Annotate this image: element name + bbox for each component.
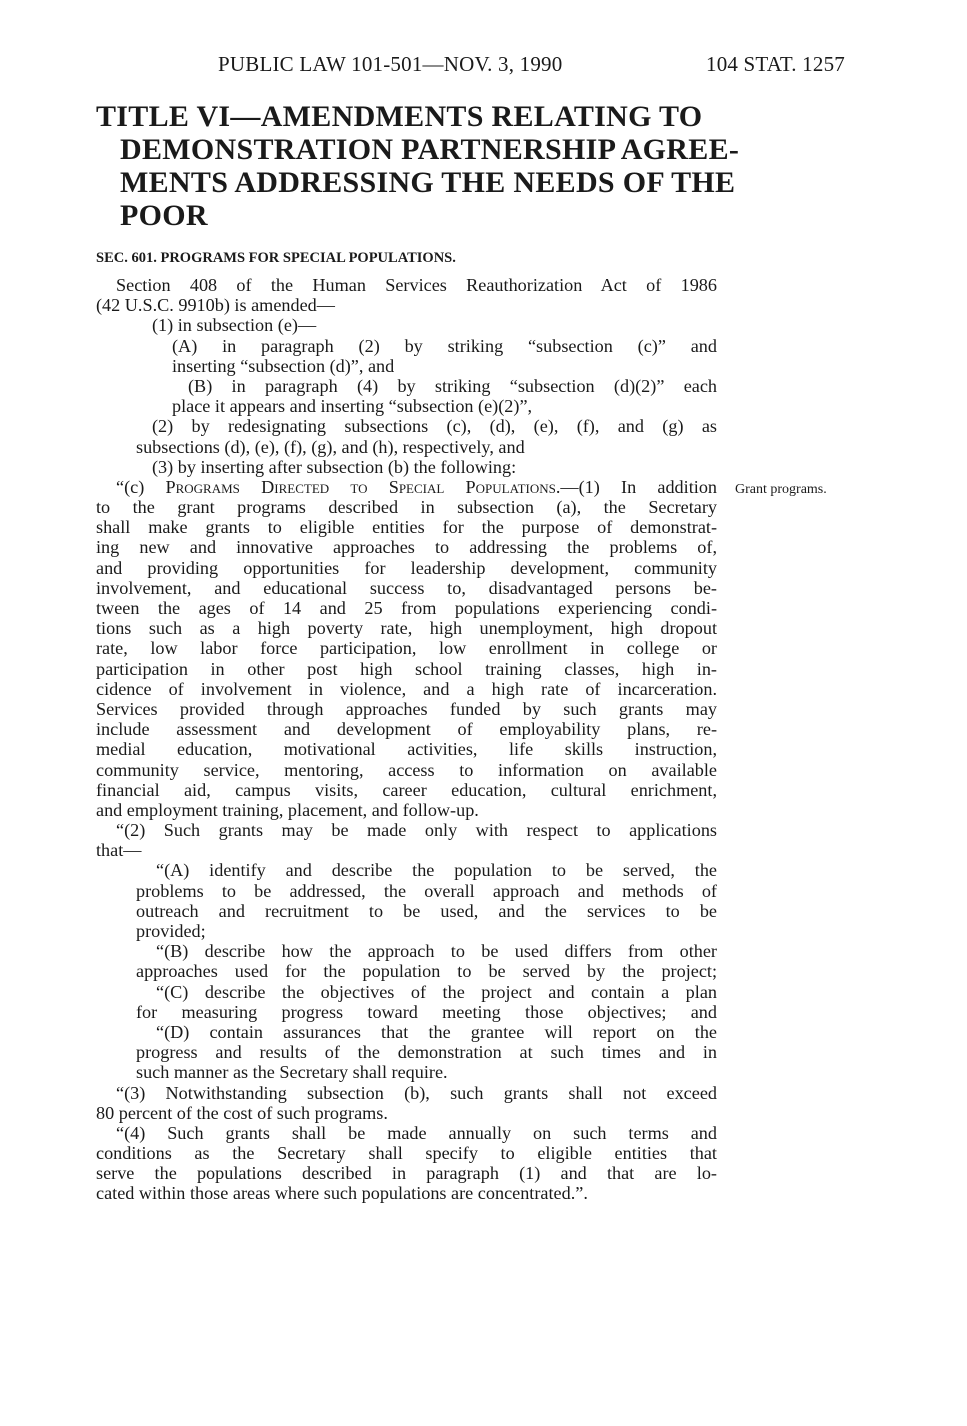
text-line: (B) in paragraph (4) by striking “subsection (d)(2)” each bbox=[188, 375, 717, 396]
text-line: outreach and recruitment to be used, and the services to be bbox=[136, 900, 717, 921]
margin-note: Grant programs. bbox=[735, 482, 827, 497]
text-line: approaches used for the population to be served by the project; bbox=[136, 961, 717, 982]
title-line: TITLE VI—AMENDMENTS RELATING TO bbox=[96, 100, 703, 133]
text-line: “(4) Such grants shall be made annually on such terms and bbox=[116, 1122, 717, 1143]
text-line bbox=[96, 477, 717, 497]
title-heading bbox=[96, 100, 740, 232]
public-law-header: PUBLIC LAW 101-501—NOV. 3, 1990 bbox=[218, 52, 563, 76]
text-line: tween the ages of 14 and 25 from populations experiencing condi- bbox=[96, 598, 717, 618]
text-line: such manner as the Secretary shall require. bbox=[136, 1062, 448, 1083]
text-line: provided; bbox=[136, 921, 206, 941]
text-line: serve the populations described in paragraph (1) and that are lo- bbox=[96, 1163, 717, 1184]
text-line: inserting “subsection (d)”, and bbox=[172, 355, 395, 376]
text-line: include assessment and development of employability plans, re- bbox=[96, 719, 717, 740]
text-line: (A) in paragraph (2) by striking “subsection (c)” and bbox=[172, 335, 717, 356]
text-line: “(B) describe how the approach to be used differs from other bbox=[156, 941, 717, 962]
text-line: financial aid, campus visits, career education, cultural enrichment, bbox=[96, 779, 717, 800]
text-line: progress and results of the demonstration at such times and in bbox=[136, 1042, 717, 1063]
text-line: community service, mentoring, access to information on available bbox=[96, 759, 717, 780]
text-line: for measuring progress toward meeting those objectives; and bbox=[136, 1001, 717, 1022]
text-line: tions such as a high poverty rate, high unemployment, high dropout bbox=[96, 618, 717, 639]
text-line: “(3) Notwithstanding subsection (b), such grants shall not exceed bbox=[116, 1082, 717, 1103]
text-line: (2) by redesignating subsections (c), (d), (e), (f), and (g) as bbox=[152, 416, 717, 437]
title-line: DEMONSTRATION PARTNERSHIP AGREE- bbox=[120, 133, 740, 166]
text-line: involvement, and educational success to, disadvantaged persons be- bbox=[96, 577, 717, 598]
text-line: and providing opportunities for leadership development, community bbox=[96, 557, 717, 578]
title-line: MENTS ADDRESSING THE NEEDS OF THE bbox=[120, 166, 736, 199]
text-line: cidence of involvement in violence, and a high rate of incarceration. bbox=[96, 678, 717, 699]
subsection-heading: Programs Directed to Special Populations. bbox=[165, 476, 561, 497]
text-line: “(A) identify and describe the population to be served, the bbox=[156, 860, 717, 881]
text-line: rate, low labor force participation, low enrollment in college or bbox=[96, 638, 717, 659]
text-line: place it appears and inserting “subsection (e)(2)”, bbox=[172, 396, 533, 417]
text-line: medial education, motivational activities, life skills instruction, bbox=[96, 739, 717, 760]
text-line: conditions as the Secretary shall specify to eligible entities that bbox=[96, 1143, 717, 1164]
text-line: and employment training, placement, and follow-up. bbox=[96, 799, 479, 820]
text-line: (42 U.S.C. 9910b) is amended— bbox=[96, 295, 335, 316]
text-line: Services provided through approaches funded by such grants may bbox=[96, 698, 717, 719]
text-line: “(2) Such grants may be made only with respect to applications bbox=[116, 820, 717, 841]
title-line: POOR bbox=[120, 199, 208, 232]
text-line: 80 percent of the cost of such programs. bbox=[96, 1102, 388, 1123]
text-line: problems to be addressed, the overall approach and methods of bbox=[136, 880, 717, 901]
text-line: “(C) describe the objectives of the project and contain a plan bbox=[156, 981, 717, 1002]
text-line: subsections (d), (e), (f), (g), and (h), respectively, and bbox=[136, 436, 525, 457]
subsection-intro: —(1) In addition bbox=[560, 476, 718, 497]
section-heading: SEC. 601. PROGRAMS FOR SPECIAL POPULATIONS. bbox=[96, 250, 456, 266]
subsection-marker: “(c) bbox=[116, 476, 145, 497]
text-line: (1) in subsection (e)— bbox=[152, 315, 317, 336]
text-line: that— bbox=[96, 840, 142, 861]
statute-page-number: 104 STAT. 1257 bbox=[706, 52, 845, 76]
text-line: “(D) contain assurances that the grantee will report on the bbox=[156, 1021, 717, 1042]
text-line: shall make grants to eligible entities for the purpose of demonstrat- bbox=[96, 517, 717, 538]
text-line: to the grant programs described in subsection (a), the Secretary bbox=[96, 497, 717, 518]
section-body bbox=[96, 275, 717, 1204]
text-line: participation in other post high school training classes, high in- bbox=[96, 658, 717, 679]
text-line: Section 408 of the Human Services Reauthorization Act of 1986 bbox=[116, 275, 717, 295]
text-line: cated within those areas where such populations are concentrated.”. bbox=[96, 1183, 588, 1204]
text-line: (3) by inserting after subsection (b) the following: bbox=[152, 456, 517, 477]
text-line: ing new and innovative approaches to addressing the problems of, bbox=[96, 537, 717, 558]
